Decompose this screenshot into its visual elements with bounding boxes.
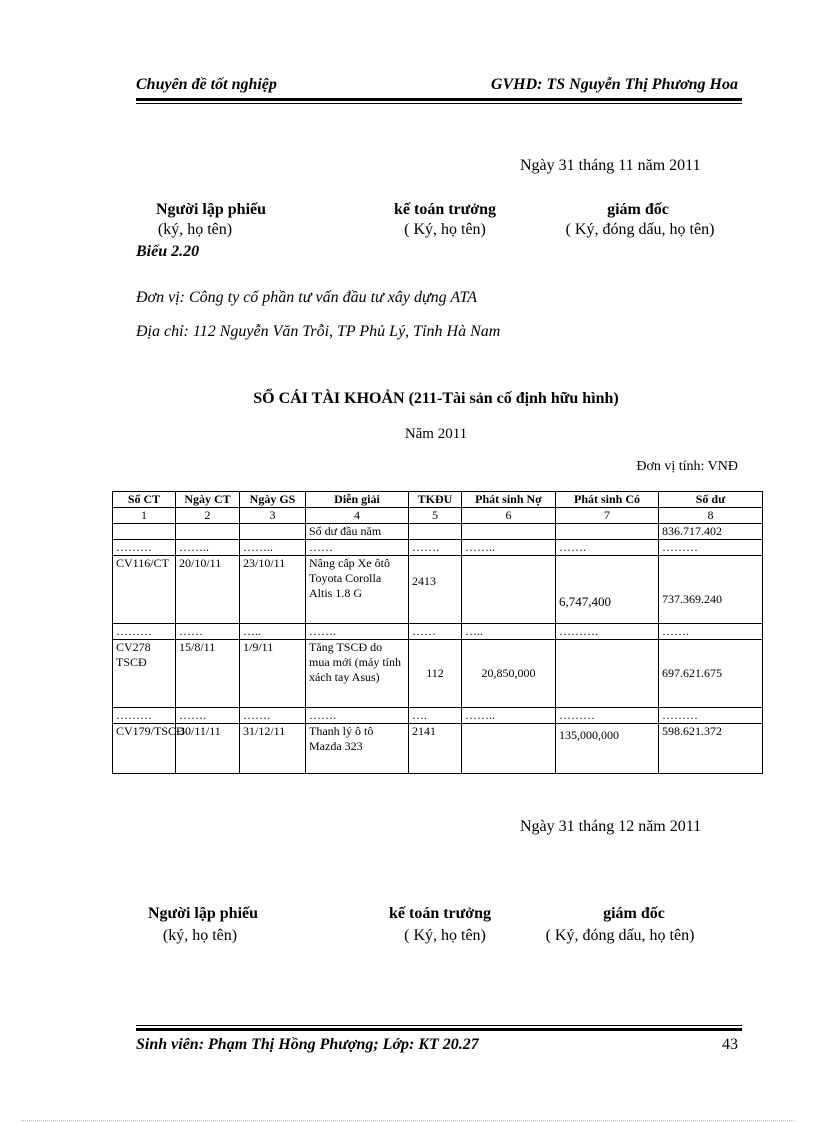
top-date: Ngày 31 tháng 11 năm 2011	[520, 157, 701, 174]
tkdu: 112	[409, 640, 462, 708]
ellipsis-cell: ………	[113, 540, 176, 556]
footer-rule	[136, 1028, 742, 1031]
phat-sinh-no	[462, 556, 556, 624]
ellipsis-cell: …….	[659, 624, 763, 640]
ellipsis-cell: ……	[409, 624, 462, 640]
col-phat-sinh-no: Phát sinh Nợ	[462, 492, 556, 508]
col-number: 4	[306, 508, 409, 524]
column-number-row	[113, 508, 763, 524]
phat-sinh-co	[556, 640, 659, 708]
so-ct: CV278 TSCĐ	[113, 640, 176, 708]
col-number: 7	[556, 508, 659, 524]
dien-giai: Tăng TSCĐ do mua mới (máy tính xách tay Asus)	[306, 640, 409, 708]
ledger-year: Năm 2011	[404, 426, 468, 442]
ellipsis-cell: ……..	[462, 540, 556, 556]
so-du: 697.621.675	[659, 640, 763, 708]
col-dien-giai: Diễn giải	[306, 492, 409, 508]
top-sig-preparer-title: Người lập phiếu	[155, 201, 267, 218]
ellipsis-cell: …….	[176, 708, 240, 724]
top-sig-director-sub: ( Ký, đóng dấu, họ tên)	[565, 221, 715, 238]
so-ct: CV179/TSCĐ	[113, 724, 176, 774]
ngay-ct: 30/11/11	[176, 724, 240, 774]
company-unit: Đơn vị: Công ty cổ phần tư vấn đầu tư xây dựng ATA	[136, 289, 478, 306]
ellipsis-row	[113, 540, 763, 556]
so-du: 598.621.372	[659, 724, 763, 774]
table-row	[113, 640, 763, 708]
top-sig-accountant-sub: ( Ký, họ tên)	[404, 221, 486, 238]
top-sig-director-title: giám đốc	[607, 201, 669, 218]
ellipsis-cell: ……	[306, 540, 409, 556]
ellipsis-cell: ………	[659, 708, 763, 724]
ellipsis-cell: ………	[659, 540, 763, 556]
ngay-ct: 15/8/11	[176, 640, 240, 708]
ellipsis-cell: …….	[306, 708, 409, 724]
ledger-title: SỔ CÁI TÀI KHOẢN (211-Tài sản cố định hữu hình)	[253, 390, 619, 407]
col-number: 6	[462, 508, 556, 524]
phat-sinh-no: 20,850,000	[462, 640, 556, 708]
bottom-sig-accountant-sub: ( Ký, họ tên)	[404, 927, 486, 944]
top-sig-preparer-sub: (ký, họ tên)	[157, 221, 233, 238]
ellipsis-row	[113, 624, 763, 640]
dien-giai: Thanh lý ô tô Mazda 323	[306, 724, 409, 774]
page-number: 43	[722, 1036, 738, 1053]
ellipsis-cell: ……..	[462, 708, 556, 724]
ellipsis-cell: ……….	[556, 624, 659, 640]
bottom-sig-accountant-title: kế toán trưởng	[388, 905, 491, 922]
currency-unit: Đơn vị tính: VNĐ	[636, 459, 738, 474]
ellipsis-cell: ……..	[176, 540, 240, 556]
ellipsis-cell: ………	[113, 708, 176, 724]
bottom-sig-director-title: giám đốc	[603, 905, 665, 922]
header-right-advisor: GVHD: TS Nguyễn Thị Phương Hoa	[490, 76, 738, 93]
ngay-ct: 20/10/11	[176, 556, 240, 624]
header-left-title: Chuyên đề tốt nghiệp	[136, 76, 277, 93]
phat-sinh-no	[462, 724, 556, 774]
table-row	[113, 724, 763, 774]
col-phat-sinh-co: Phát sinh Có	[556, 492, 659, 508]
ellipsis-cell: ………	[113, 624, 176, 640]
table-row	[113, 556, 763, 624]
opening-balance-value: 836.717.402	[659, 524, 763, 540]
footer-rule-thin	[136, 1025, 742, 1026]
ellipsis-cell: …….	[240, 708, 306, 724]
top-sig-accountant-title: kế toán trưởng	[393, 201, 496, 218]
ellipsis-cell: …….	[409, 540, 462, 556]
col-so-ct: Số CT	[113, 492, 176, 508]
header-rule-thin	[136, 103, 742, 104]
ledger-table	[112, 491, 763, 774]
so-ct: CV116/CT	[113, 556, 176, 624]
ngay-gs: 1/9/11	[240, 640, 306, 708]
tkdu: 2141	[409, 724, 462, 774]
ngay-gs: 31/12/11	[240, 724, 306, 774]
ngay-gs: 23/10/11	[240, 556, 306, 624]
bottom-sig-preparer-sub: (ký, họ tên)	[162, 927, 238, 944]
col-tkdu: TKĐU	[409, 492, 462, 508]
ellipsis-cell: ………	[556, 708, 659, 724]
tkdu: 2413	[409, 556, 462, 624]
ellipsis-cell: …..	[240, 624, 306, 640]
table-header-row	[113, 492, 763, 508]
col-number: 2	[176, 508, 240, 524]
ellipsis-cell: …..	[462, 624, 556, 640]
bieu-label: Biểu 2.20	[136, 243, 200, 260]
col-number: 1	[113, 508, 176, 524]
company-address: Địa chỉ: 112 Nguyễn Văn Trỗi, TP Phủ Lý, Tỉnh Hà Nam	[136, 323, 501, 340]
bottom-sig-director-sub: ( Ký, đóng dấu, họ tên)	[545, 927, 695, 944]
page-edge-divider	[22, 1120, 794, 1121]
header-rule	[136, 98, 742, 101]
ellipsis-cell: ….	[409, 708, 462, 724]
bottom-sig-preparer-title: Người lập phiếu	[147, 905, 259, 922]
ellipsis-row	[113, 708, 763, 724]
ellipsis-cell: …….	[556, 540, 659, 556]
dien-giai: Nâng cấp Xe ôtô Toyota Corolla Altis 1.8 G	[306, 556, 409, 624]
col-ngay-ct: Ngày CT	[176, 492, 240, 508]
phat-sinh-co: 6,747,400	[556, 556, 659, 624]
col-number: 3	[240, 508, 306, 524]
opening-balance-row	[113, 524, 763, 540]
col-number: 8	[659, 508, 763, 524]
bottom-date: Ngày 31 tháng 12 năm 2011	[520, 818, 702, 835]
phat-sinh-co: 135,000,000	[556, 724, 659, 774]
opening-balance-label: Số dư đầu năm	[306, 524, 409, 540]
so-du: 737.369.240	[659, 556, 763, 624]
ellipsis-cell: …….	[306, 624, 409, 640]
col-so-du: Số dư	[659, 492, 763, 508]
footer-student: Sinh viên: Phạm Thị Hồng Phượng; Lớp: KT 20.27	[136, 1036, 479, 1053]
ellipsis-cell: ……	[176, 624, 240, 640]
ellipsis-cell: ……..	[240, 540, 306, 556]
col-number: 5	[409, 508, 462, 524]
col-ngay-gs: Ngày GS	[240, 492, 306, 508]
